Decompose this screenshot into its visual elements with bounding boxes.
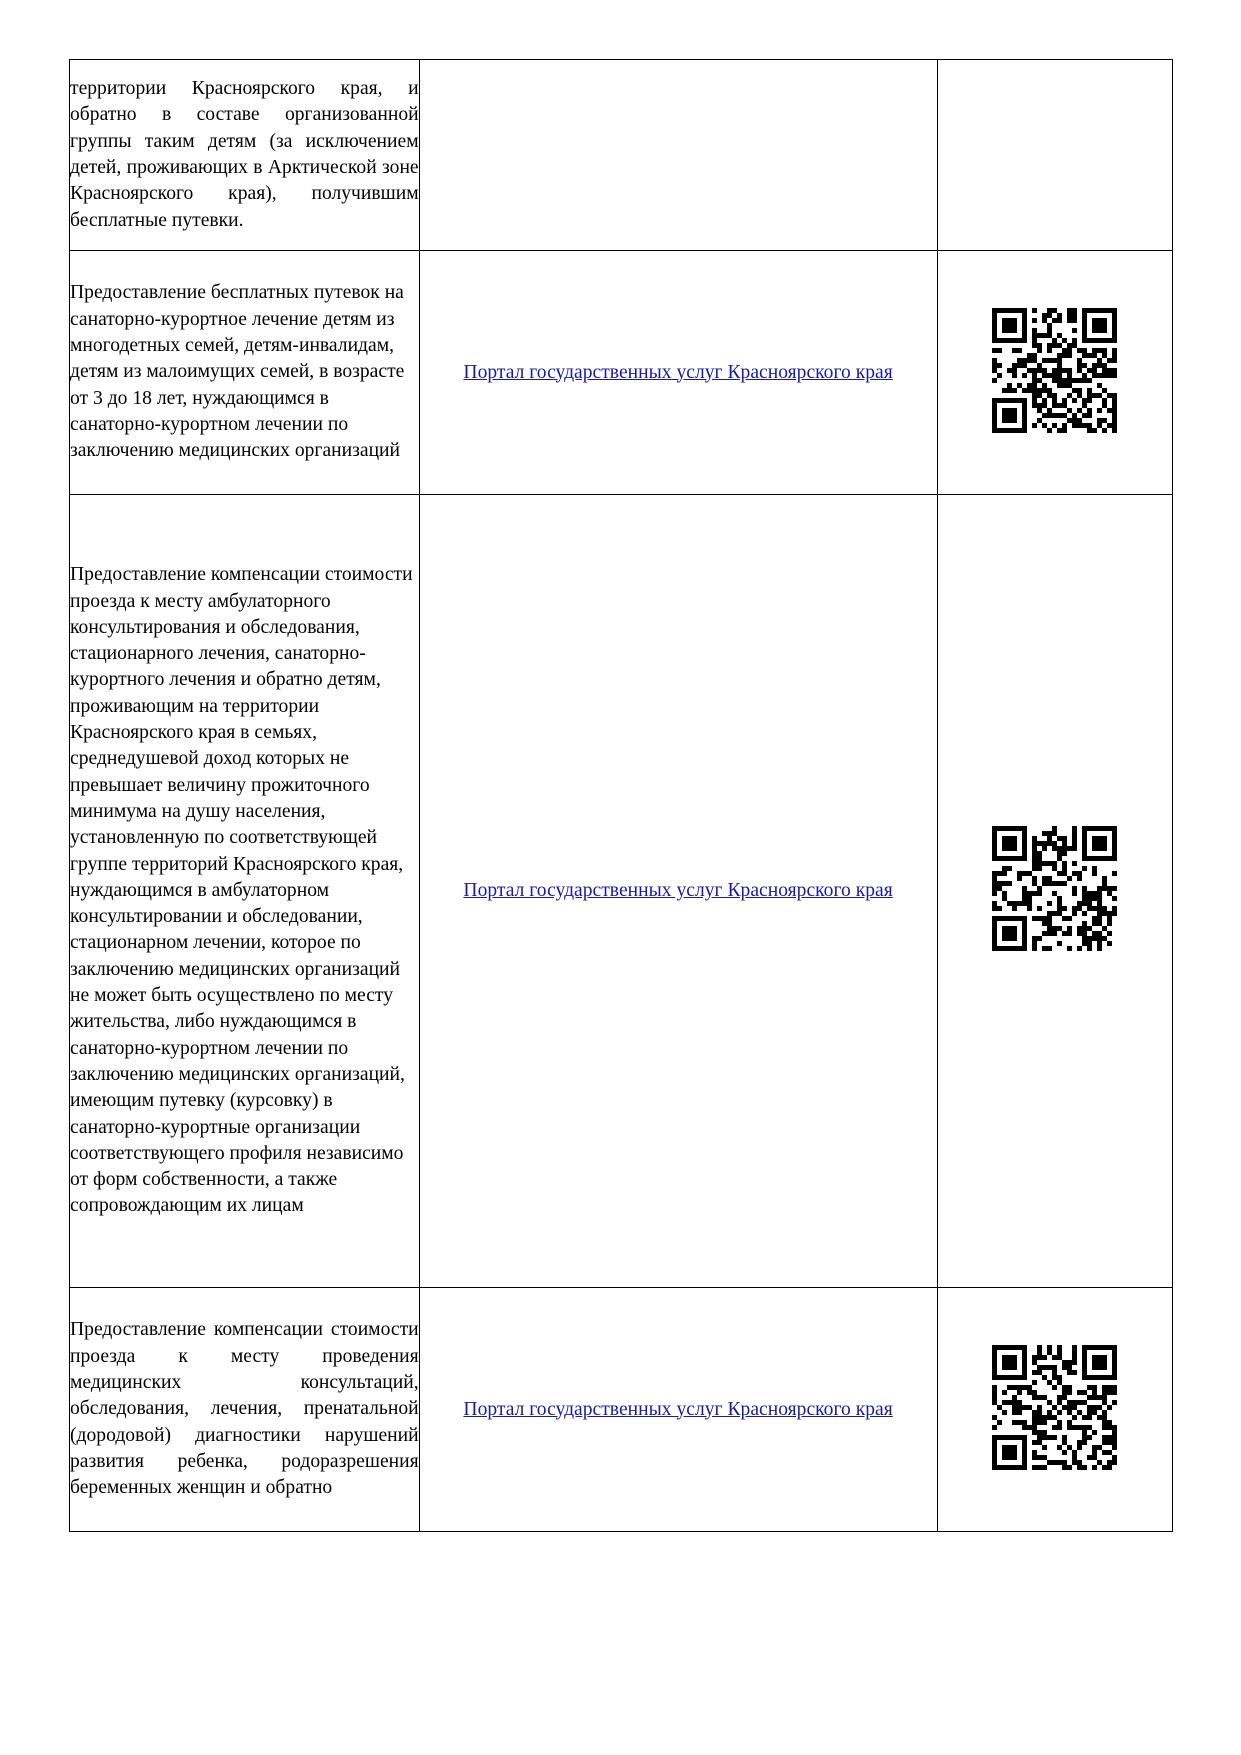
service-description-cell: [70, 60, 420, 251]
qr-code-icon[interactable]: [992, 308, 1117, 433]
service-description: Предоставление бесплатных путевок на санаторно-курортное лечение детям из многодетных семей, детям-инвалидам, детям из малоимущих семей, в возрасте от 3 до 18 лет, нуждающимся в санаторно-курортном лечении по заключению медицинских организаций: [70, 282, 405, 462]
link-cell: [419, 251, 937, 495]
service-description: Предоставление компенсации стоимости проезда к месту проведения медицинских консультаций, обследования, лечения, пренатальной (дородовой) диагностики нарушений развития ребенка, родоразрешения беременных женщин и обратно: [70, 1319, 419, 1499]
portal-link[interactable]: Портал государственных услуг Красноярского края: [463, 880, 893, 901]
qr-cell: [937, 1288, 1172, 1532]
link-cell: [419, 1288, 937, 1532]
portal-link[interactable]: Портал государственных услуг Красноярского края: [463, 1398, 893, 1420]
document-page: [69, 59, 1173, 1532]
link-cell: [419, 60, 937, 251]
table-row: [70, 60, 1173, 251]
service-description: территории Красноярского края, и обратно в составе организованной группы таким детям (за исключением детей, проживающих в Арктической зоне Красноярского края), получившим бесплатные путевки.: [70, 78, 419, 231]
table-row: [70, 1288, 1173, 1532]
services-table: [69, 59, 1173, 1532]
portal-link[interactable]: Портал государственных услуг Красноярского края: [463, 361, 893, 383]
qr-code-icon[interactable]: [992, 1345, 1117, 1470]
service-description-cell: [70, 251, 420, 495]
service-description-cell: [70, 1288, 420, 1532]
table-row: [70, 251, 1173, 495]
service-description-cell: [70, 495, 420, 1288]
qr-cell: [937, 251, 1172, 495]
service-description: Предоставление компенсации стоимости проезда к месту амбулаторного консультирования и обследования, стационарного лечения, санаторно-курортного лечения и обратно детям, проживающим на территории Красноярского края в семьях, среднедушевой доход которых не превышает величину прожиточного минимума на душу населения, установленную по соответствующей группе территорий Красноярского края, нуждающимся в амбулаторном консультировании и обследовании, стационарном лечении, которое по заключению медицинских организаций не может быть осуществлено по месту жительства, либо нуждающимся в санаторно-курортном лечении по заключению медицинских организаций, имеющим путевку (курсовку) в санаторно-курортные организации соответствующего профиля независимо от форм собственности, а также сопровождающим их лицам: [70, 564, 413, 1217]
qr-cell: [937, 495, 1172, 1288]
qr-cell: [937, 60, 1172, 251]
link-cell: [419, 495, 937, 1288]
qr-code-icon[interactable]: [992, 826, 1117, 951]
table-row: [70, 495, 1173, 1288]
